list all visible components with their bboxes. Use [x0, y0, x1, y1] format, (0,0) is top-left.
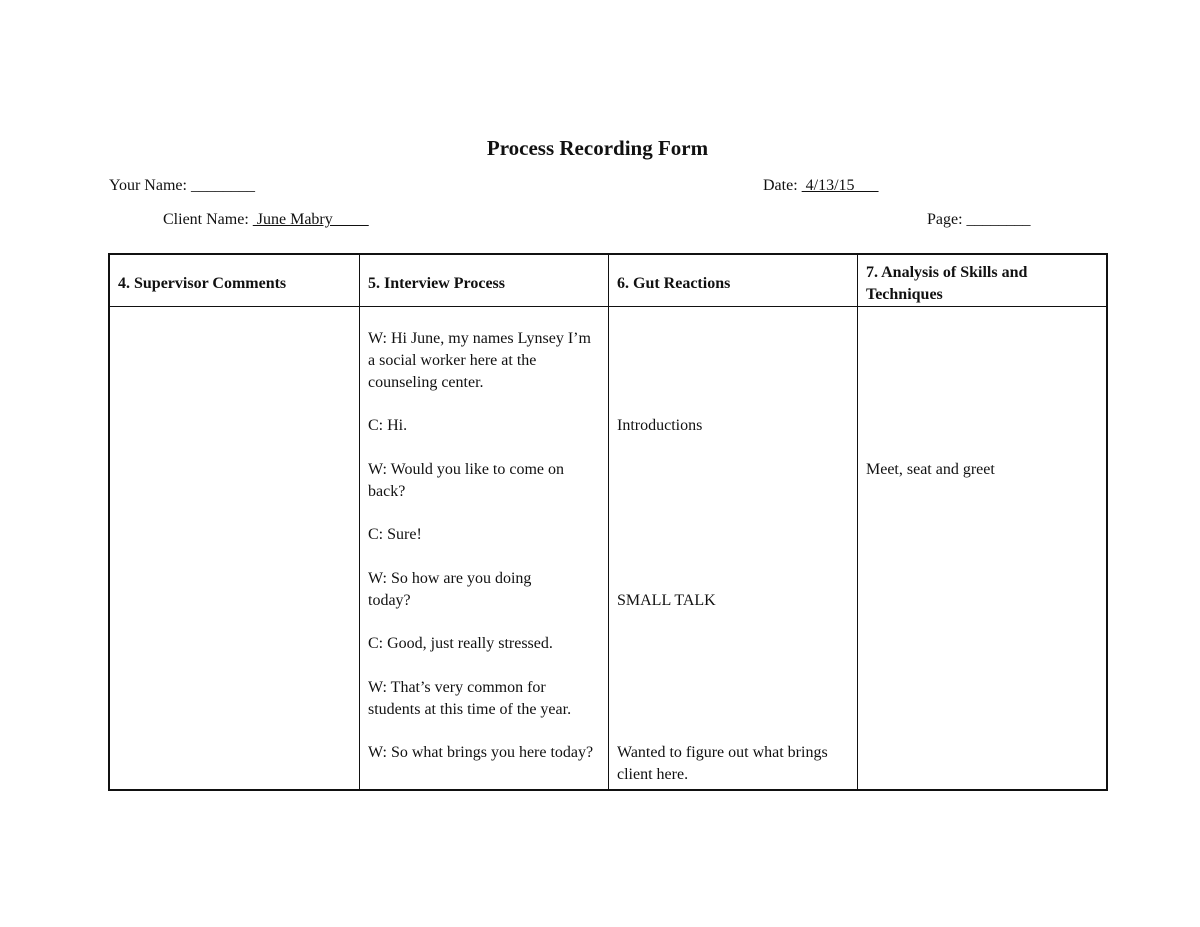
interview-entry: W: Hi June, my names Lynsey I’m a social worker here at the counseling center. — [368, 330, 591, 391]
gut-reactions-column — [609, 307, 858, 789]
client-name-label: Client Name: — [163, 211, 253, 228]
interview-entry: C: Hi. — [368, 417, 408, 434]
header-gut-reactions: 6. Gut Reactions — [609, 255, 858, 307]
page-value: ________ — [966, 211, 1031, 228]
date-label: Date: — [763, 177, 802, 194]
interview-process-column — [360, 307, 609, 789]
interview-entry: W: So what brings you here today? — [368, 744, 594, 761]
gut-reaction-entry: Wanted to figure out what brings client here. — [617, 744, 828, 783]
your-name-field — [109, 177, 255, 195]
date-field — [763, 177, 879, 195]
supervisor-comments-column — [110, 307, 360, 789]
client-name-field — [163, 211, 369, 229]
date-value: 4/13/15 — [801, 177, 879, 194]
analysis-entry: Meet, seat and greet — [866, 461, 995, 478]
header-supervisor-comments: 4. Supervisor Comments — [110, 255, 360, 307]
process-recording-table — [108, 253, 1108, 791]
page-title: Process Recording Form — [486, 136, 709, 160]
header-interview-process: 5. Interview Process — [360, 255, 609, 307]
interview-entry: W: That’s very common for students at this time of the year. — [368, 679, 572, 718]
analysis-column — [858, 307, 1106, 789]
gut-reaction-entry: SMALL TALK — [617, 592, 716, 609]
your-name-value: ________ — [190, 177, 255, 194]
client-name-value: June Mabry — [252, 211, 369, 228]
interview-entry: W: Would you like to come on back? — [368, 461, 565, 500]
interview-entry: C: Good, just really stressed. — [368, 635, 553, 652]
page-label: Page: — [927, 211, 967, 228]
interview-entry: C: Sure! — [368, 526, 422, 543]
page-number-field — [927, 211, 1031, 229]
gut-reaction-entry: Introductions — [617, 417, 703, 434]
interview-entry: W: So how are you doing today? — [368, 570, 532, 609]
your-name-label: Your Name: — [109, 177, 191, 194]
header-analysis-skills: 7. Analysis of Skills and Techniques — [858, 255, 1106, 307]
